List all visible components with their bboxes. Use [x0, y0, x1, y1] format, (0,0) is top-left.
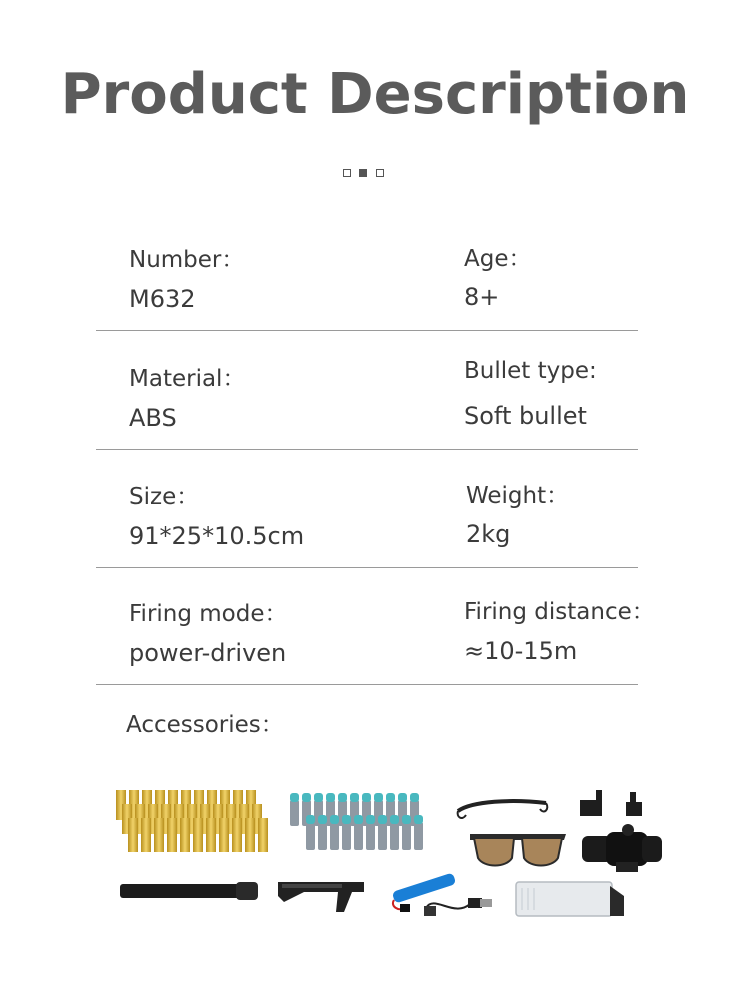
- page-title: Product Description: [60, 62, 690, 127]
- magazine-icon: [512, 876, 630, 924]
- spec-label-bullet-type: Bullet type:: [464, 358, 597, 384]
- spec-label-age: Age：: [464, 246, 532, 272]
- spec-value-number: M632: [129, 285, 196, 313]
- iron-sights-icon: [576, 786, 646, 822]
- row-divider: [96, 684, 638, 685]
- spec-label-firing-mode: Firing mode：: [129, 601, 288, 627]
- handguard-grip-icon: [274, 876, 368, 920]
- spec-value-age: 8+: [464, 283, 500, 311]
- accessories-heading: Accessories：: [126, 712, 284, 738]
- dot-indicator-active: [359, 169, 367, 177]
- spec-label-firing-distance: Firing distance：: [464, 599, 655, 625]
- yellow-shells-icon: [112, 786, 272, 856]
- spec-value-size: 91*25*10.5cm: [129, 522, 305, 550]
- usb-charger-icon: [420, 884, 496, 920]
- spec-label-material: Material：: [129, 366, 246, 392]
- soft-bullets-icon: [286, 790, 436, 852]
- row-divider: [96, 449, 638, 450]
- spec-label-weight: Weight：: [466, 483, 570, 509]
- red-dot-scope-icon: [576, 822, 668, 874]
- spec-value-firing-distance: ≈10-15m: [464, 637, 578, 665]
- spec-value-bullet-type: Soft bullet: [464, 402, 587, 430]
- silencer-icon: [118, 876, 260, 906]
- spec-label-number: Number：: [129, 247, 245, 273]
- dot-indicator: [343, 169, 351, 177]
- row-divider: [96, 330, 638, 331]
- dot-indicator: [376, 169, 384, 177]
- spec-value-material: ABS: [129, 404, 177, 432]
- spec-value-firing-mode: power-driven: [129, 639, 287, 667]
- spec-label-size: Size：: [129, 484, 200, 510]
- row-divider: [96, 567, 638, 568]
- spec-value-weight: 2kg: [466, 520, 511, 548]
- lanyard-icon: [452, 793, 552, 823]
